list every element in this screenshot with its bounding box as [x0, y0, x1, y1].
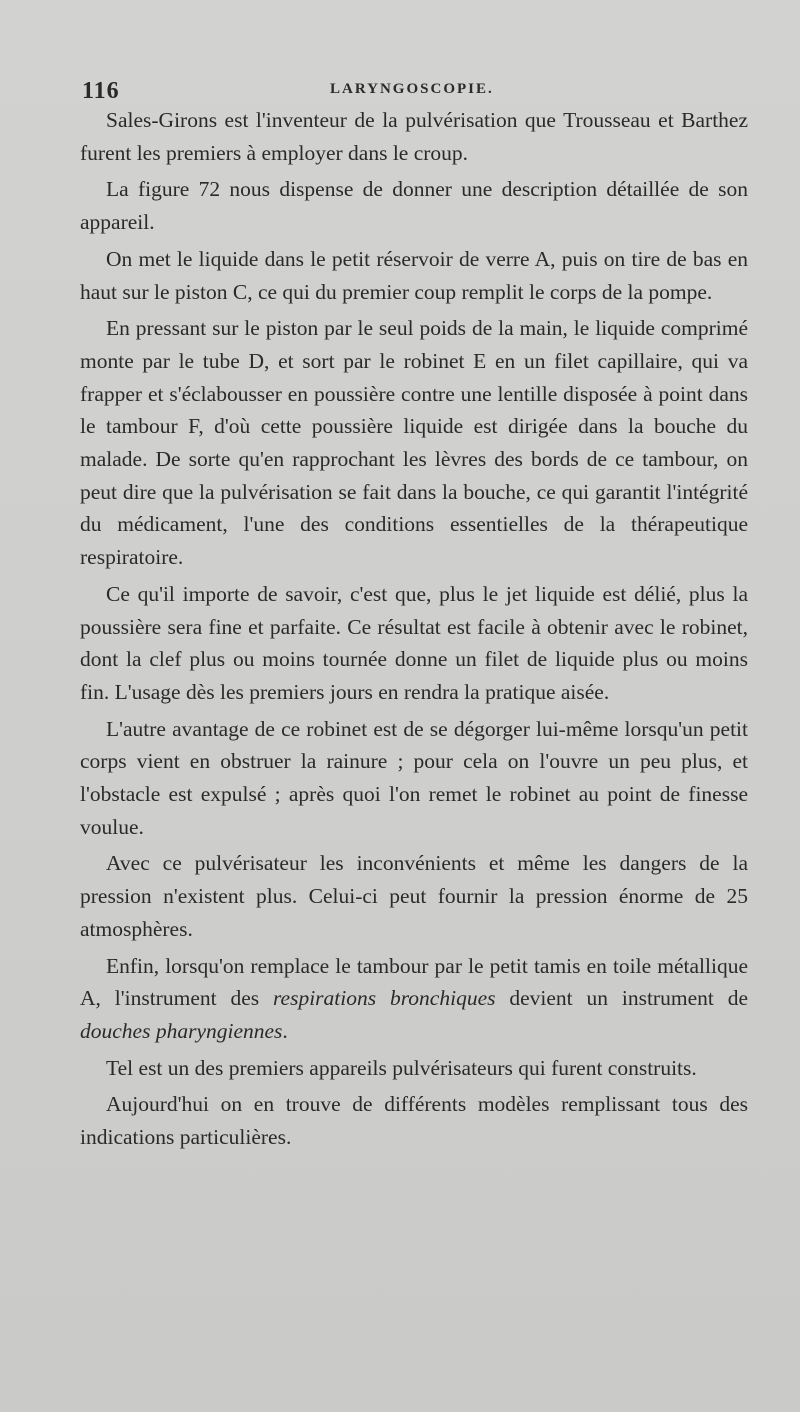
paragraph-8-text-after: .: [282, 1018, 288, 1043]
paragraph-3: On met le liquide dans le petit réservoir de verre A, puis on tire de bas en haut sur le piston C, ce qui du premier coup remplit le corps de la pompe.: [80, 246, 748, 304]
paragraph-8: [80, 950, 748, 1048]
page-number: 116: [82, 78, 120, 104]
paragraph-9: Tel est un des premiers appareils pulvérisateurs qui furent construits.: [106, 1055, 697, 1080]
paragraph-7: Avec ce pulvérisateur les inconvénients et même les dangers de la pression n'existent plus. Celui-ci peut fournir la pression énorme de 25 atmosphères.: [80, 851, 748, 941]
running-head: LARYNGOSCOPIE.: [330, 81, 494, 97]
paragraph-4: En pressant sur le piston par le seul poids de la main, le liquide comprimé monte par le tube D, et sort par le robinet E en un filet capillaire, qui va frapper et s'éclabousser en poussière contre une lentille disposée à point dans le tambour F, d'où cette poussière liquide est dirigée dans la bouche du malade. De sorte qu'en rapprochant les lèvres des bords de ce tambour, on peut dire que la pulvérisation se fait dans la bouche, ce qui garantit l'intégrité du médicament, l'une des conditions essentielles de la thérapeutique respiratoire.: [80, 316, 748, 570]
italic-douches-pharyngiennes: douches pharyngiennes: [80, 1018, 283, 1043]
paragraph-1: Sales-Girons est l'inventeur de la pulvérisation que Trousseau et Barthez furent les premiers à employer dans le croup.: [80, 108, 748, 165]
italic-respirations-bronchiques: respirations bronchiques: [272, 986, 496, 1011]
paragraph-8-text-middle: devient un instrument de: [495, 986, 748, 1011]
paragraph-5: Ce qu'il importe de savoir, c'est que, plus le jet liquide est délié, plus la poussière sera fine et parfaite. Ce résultat est facile à obtenir avec le robinet, dont la clef plus ou moins tournée donne un filet de liquide plus ou moins fin. L'usage dès les premiers jours en rendra la pratique aisée.: [80, 581, 748, 704]
paragraph-8-text-before: Enfin, lorsqu'on remplace le tambour par le petit tamis en toile métallique A, l'instrument des: [80, 953, 748, 1011]
page-header: [82, 78, 742, 104]
paragraph-2: La figure 72 nous dispense de donner une description détaillée de son appareil.: [80, 177, 748, 235]
paragraph-10: Aujourd'hui on en trouve de différents modèles remplissant tous des indications particulières.: [80, 1092, 748, 1150]
body-text: [80, 104, 748, 1158]
paragraph-6: L'autre avantage de ce robinet est de se dégorger lui-même lorsqu'un petit corps vient en obstruer la rainure ; pour cela on l'ouvre un peu plus, et l'obstacle est expulsé ; après quoi l'on remet le robinet au point de finesse voulue.: [80, 716, 748, 839]
